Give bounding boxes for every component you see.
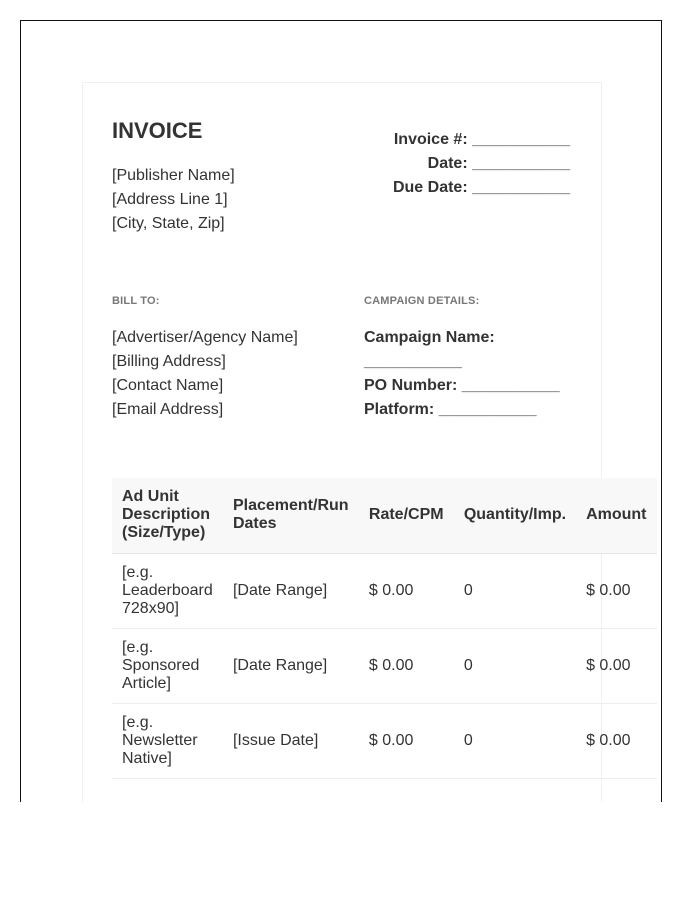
cell-ad-unit: [e.g. Leaderboard 728x90] xyxy=(112,553,223,628)
cell-rate: $ 0.00 xyxy=(359,628,454,703)
publisher-city: [City, State, Zip] xyxy=(112,215,225,232)
publisher-name: [Publisher Name] xyxy=(112,167,235,184)
cell-amount: $ 0.00 xyxy=(576,553,657,628)
contact-name: [Contact Name] xyxy=(112,377,224,394)
bill-to-info xyxy=(112,326,298,422)
platform-blank: ___________ xyxy=(438,401,537,418)
cell-ad-unit: [e.g. Sponsored Article] xyxy=(112,628,223,703)
invoice-number-blank: ___________ xyxy=(472,131,570,148)
cell-amount: $ 0.00 xyxy=(576,628,657,703)
platform-row xyxy=(364,398,574,422)
po-number-label: PO Number: xyxy=(364,377,458,394)
campaign-details xyxy=(364,326,574,422)
cell-amount: $ 0.00 xyxy=(576,703,657,778)
invoice-date-label: Date: xyxy=(427,155,468,172)
invoice-number-label: Invoice #: xyxy=(393,131,468,148)
table-row xyxy=(112,703,657,778)
table-row xyxy=(112,553,657,628)
bill-to-label: BILL TO: xyxy=(112,295,160,307)
advertiser-name: [Advertiser/Agency Name] xyxy=(112,329,298,346)
due-date-label: Due Date: xyxy=(392,179,468,196)
po-number-blank: ___________ xyxy=(461,377,560,394)
cell-quantity: 0 xyxy=(454,628,576,703)
table-header-row xyxy=(112,478,657,553)
cell-rate: $ 0.00 xyxy=(359,703,454,778)
due-date-row xyxy=(393,176,570,200)
header-quantity: Quantity/Imp. xyxy=(454,478,576,553)
header-placement: Placement/Run Dates xyxy=(223,478,359,553)
campaign-name-blank: ___________ xyxy=(364,353,462,370)
campaign-name-label: Campaign Name: xyxy=(364,329,495,346)
billing-address: [Billing Address] xyxy=(112,353,226,370)
publisher-info xyxy=(112,164,235,236)
invoice-number-row xyxy=(393,128,570,152)
cell-quantity: 0 xyxy=(454,703,576,778)
invoice-meta xyxy=(393,128,570,200)
header-ad-unit: Ad Unit Description (Size/Type) xyxy=(112,478,223,553)
header-rate: Rate/CPM xyxy=(359,478,454,553)
cell-placement: [Date Range] xyxy=(223,553,359,628)
cell-placement: [Date Range] xyxy=(223,628,359,703)
cell-placement: [Issue Date] xyxy=(223,703,359,778)
line-items-table xyxy=(112,478,657,779)
po-number-row xyxy=(364,374,574,398)
invoice-date-row xyxy=(393,152,570,176)
campaign-details-label: CAMPAIGN DETAILS: xyxy=(364,295,480,307)
due-date-blank: ___________ xyxy=(472,179,570,196)
publisher-address: [Address Line 1] xyxy=(112,191,228,208)
email-address: [Email Address] xyxy=(112,401,224,418)
cell-ad-unit: [e.g. Newsletter Native] xyxy=(112,703,223,778)
cell-quantity: 0 xyxy=(454,553,576,628)
invoice-date-blank: ___________ xyxy=(472,155,570,172)
page-frame xyxy=(20,20,662,802)
invoice-title: INVOICE xyxy=(112,118,203,143)
header-amount: Amount xyxy=(576,478,657,553)
cell-rate: $ 0.00 xyxy=(359,553,454,628)
platform-label: Platform: xyxy=(364,401,435,418)
table-row xyxy=(112,628,657,703)
